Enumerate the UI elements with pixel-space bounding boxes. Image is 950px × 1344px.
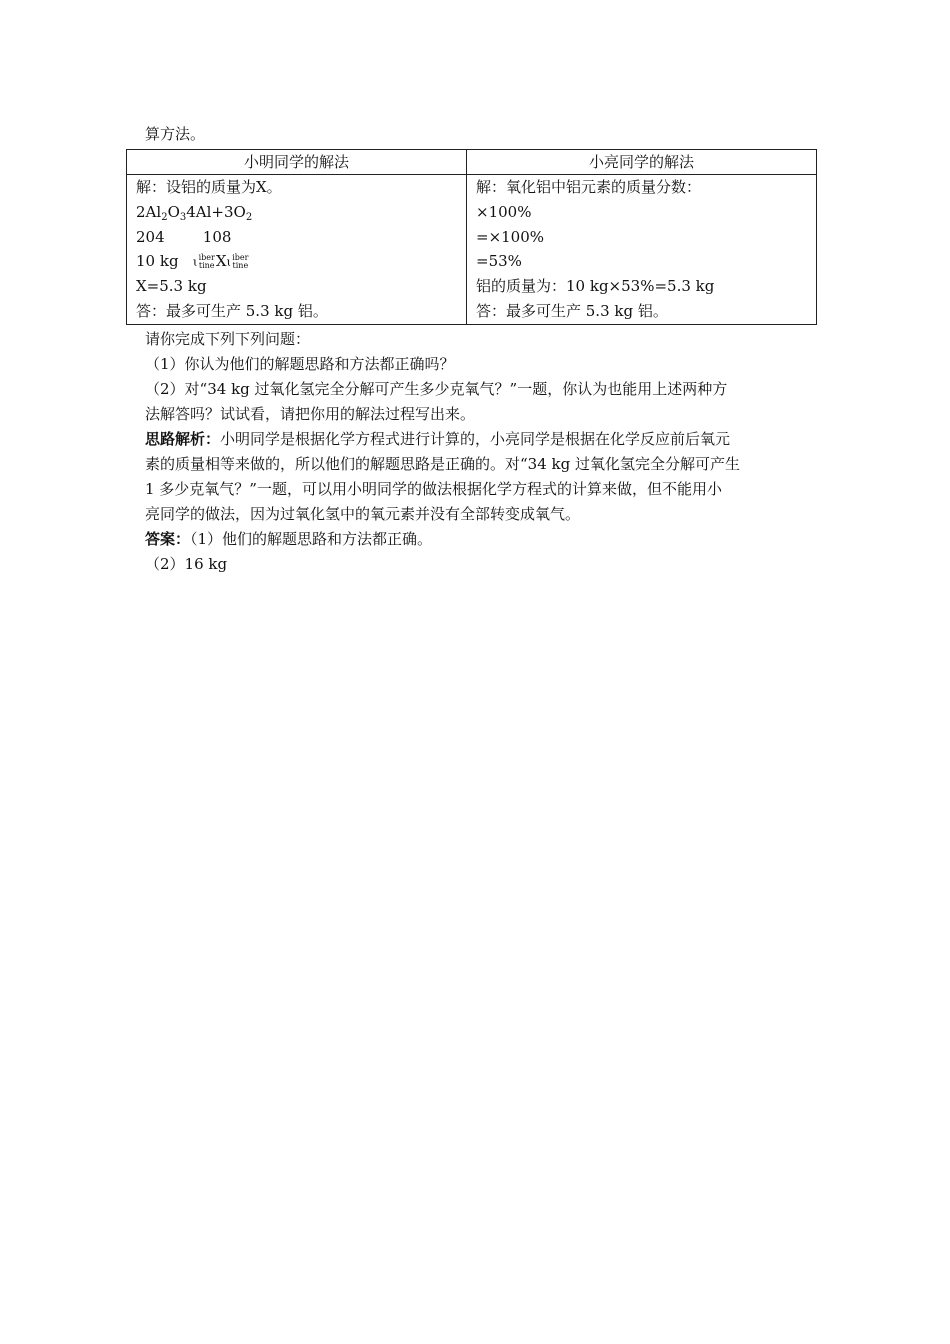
analysis-label: 思路解析：: [145, 430, 221, 448]
analysis-line-1: 思路解析：小明同学是根据化学方程式进行计算的，小亮同学是根据在化学反应前后氧元: [145, 430, 731, 448]
xm-line-6: 答：最多可生产 5.3 kg 铝。: [136, 301, 328, 320]
xiaoming-solution: [127, 175, 467, 325]
xm-line-3: 204 108: [136, 227, 232, 246]
xl-line-2: ×100%: [476, 202, 532, 221]
question-intro: 请你完成下列下列问题：: [145, 330, 311, 348]
xl-line-5: 铝的质量为：10 kg×53%=5.3 kg: [476, 277, 715, 296]
question-1: （1）你认为他们的解题思路和方法都正确吗？: [145, 355, 455, 373]
frac-1: iber tine: [198, 253, 215, 271]
xm-equation: $2Al_2O_34Al+3O_2$: [136, 202, 253, 223]
header-xiaoming: 小明同学的解法: [127, 150, 467, 175]
answer-label: 答案：: [145, 530, 191, 548]
intro-tail: 算方法。: [145, 125, 206, 143]
xl-line-3: =×100%: [476, 227, 545, 246]
xiaoliang-solution: [467, 175, 817, 325]
question-2-line-2: 法解答吗？试试看，请把你用的解法过程写出来。: [145, 405, 476, 423]
xm-line-1: 解：设铝的质量为X。: [136, 178, 282, 196]
xl-line-6: 答：最多可生产 5.3 kg 铝。: [476, 301, 668, 320]
xm-line-5: X=5.3 kg: [136, 277, 207, 296]
header-xiaoliang: 小亮同学的解法: [467, 150, 817, 175]
analysis-line-4: 亮同学的做法，因为过氧化氢中的氧元素并没有全部转变成氧气。: [145, 505, 581, 523]
analysis-line-3: 1 多少克氧气？”一题，可以用小明同学的做法根据化学方程式的计算来做，但不能用小: [145, 480, 722, 498]
xl-line-4: =53%: [476, 252, 522, 271]
analysis-line-2: 素的质量相等来做的，所以他们的解题思路是正确的。对“34 kg 过氧化氢完全分解可产生: [145, 455, 740, 473]
answer-line-1: 答案：（1）他们的解题思路和方法都正确。: [145, 530, 433, 548]
question-2-line-1: （2）对“34 kg 过氧化氢完全分解可产生多少克氧气？”一题，你认为也能用上述两种方: [145, 380, 728, 398]
answer-line-2: （2）16 kg: [145, 555, 228, 573]
frac-2: iber tine: [232, 253, 249, 271]
xl-line-1: 解：氧化铝中铝元素的质量分数：: [476, 178, 702, 196]
xm-line-4: 10 kg ɩiber tineXɩiber tine: [136, 252, 249, 271]
solution-table: [126, 149, 817, 325]
